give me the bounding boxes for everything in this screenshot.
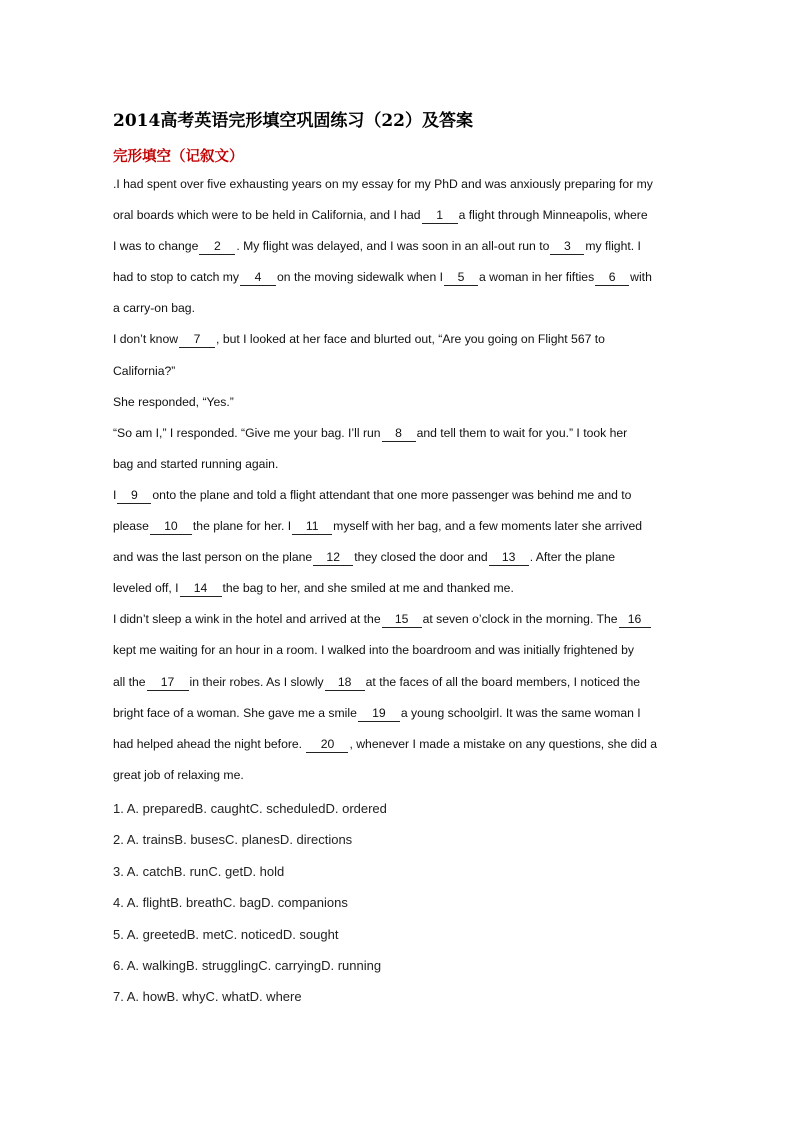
passage-text: I bbox=[113, 487, 117, 502]
passage-text: I don’t know bbox=[113, 332, 179, 347]
passage-text: they closed the door and bbox=[354, 550, 488, 565]
blank-15: 15 bbox=[382, 612, 422, 628]
passage-text: , whenever I made a mistake on any questions, she did a bbox=[349, 736, 658, 751]
blank-16: 16 bbox=[619, 612, 651, 628]
passage-line bbox=[113, 200, 693, 231]
passage-text: oral boards which were to be held in California, and I had bbox=[113, 208, 421, 223]
passage-line bbox=[113, 387, 693, 418]
option-row-2: 2. A. trainsB. busesC. planesD. directions bbox=[113, 832, 353, 848]
passage-text: had helped ahead the night before. bbox=[113, 736, 303, 751]
blank-3: 3 bbox=[550, 239, 584, 255]
passage-line bbox=[113, 667, 693, 698]
passage-text: . My flight was delayed, and I was soon in an all-out run to bbox=[236, 239, 550, 254]
passage-text: a flight through Minneapolis, where bbox=[458, 208, 648, 223]
passage-text: kept me waiting for an hour in a room. I walked into the boardroom and was initially frightened by bbox=[113, 643, 634, 658]
passage-text: the plane for her. I bbox=[192, 519, 292, 534]
blank-14: 14 bbox=[180, 581, 222, 597]
blank-8: 8 bbox=[382, 426, 416, 442]
blank-19: 19 bbox=[358, 706, 400, 722]
passage-text: the bag to her, and she smiled at me and thanked me. bbox=[222, 581, 514, 596]
passage-text: a carry-on bag. bbox=[113, 301, 195, 316]
blank-13: 13 bbox=[489, 550, 529, 566]
blank-4: 4 bbox=[240, 270, 276, 286]
passage-line bbox=[113, 511, 693, 542]
option-row-3: 3. A. catchB. runC. getD. hold bbox=[113, 863, 285, 879]
passage-text: had to stop to catch my bbox=[113, 270, 240, 285]
blank-7: 7 bbox=[179, 332, 215, 348]
passage-text: my flight. I bbox=[585, 239, 641, 254]
passage-line bbox=[113, 729, 693, 760]
passage-line bbox=[113, 418, 693, 449]
blank-12: 12 bbox=[313, 550, 353, 566]
passage-text: myself with her bag, and a few moments later she arrived bbox=[333, 519, 643, 534]
passage-text: I didn’t sleep a wink in the hotel and arrived at the bbox=[113, 612, 381, 627]
passage-text: at the faces of all the board members, I noticed the bbox=[365, 674, 641, 689]
passage-text: all the bbox=[113, 674, 146, 689]
blank-11: 11 bbox=[292, 519, 332, 535]
passage-text: , but I looked at her face and blurted out, “Are you going on Flight 567 to bbox=[216, 332, 605, 347]
blank-6: 6 bbox=[595, 270, 629, 286]
passage-text: California?” bbox=[113, 363, 176, 378]
passage-line bbox=[113, 356, 693, 387]
section-subtitle: 完形填空（记叙文） bbox=[113, 149, 244, 165]
passage-line bbox=[113, 449, 693, 480]
passage-text: at seven o’clock in the morning. The bbox=[422, 612, 618, 627]
blank-10: 10 bbox=[150, 519, 192, 535]
passage-text: bag and started running again. bbox=[113, 456, 279, 471]
passage-text: a woman in her fifties bbox=[479, 270, 595, 285]
passage-text: I was to change bbox=[113, 239, 199, 254]
passage-text: please bbox=[113, 519, 149, 534]
passage-text: in their robes. As I slowly bbox=[189, 674, 324, 689]
blank-1: 1 bbox=[422, 208, 458, 224]
passage-text: “So am I,” I responded. “Give me your bag. I’ll run bbox=[113, 425, 381, 440]
passage-line bbox=[113, 293, 693, 324]
passage-text: leveled off, I bbox=[113, 581, 179, 596]
passage-line bbox=[113, 169, 693, 200]
option-row-5: 5. A. greetedB. metC. noticedD. sought bbox=[113, 926, 339, 942]
option-row-7: 7. A. howB. whyC. whatD. where bbox=[113, 989, 302, 1005]
blank-20: 20 bbox=[306, 737, 348, 753]
passage-line bbox=[113, 324, 693, 355]
blank-2: 2 bbox=[199, 239, 235, 255]
passage-text: bright face of a woman. She gave me a smile bbox=[113, 705, 357, 720]
passage-line bbox=[113, 573, 693, 604]
cloze-passage bbox=[113, 169, 693, 791]
passage-line bbox=[113, 480, 693, 511]
passage-text: with bbox=[630, 270, 652, 285]
blank-9: 9 bbox=[117, 488, 151, 504]
option-row-6: 6. A. walkingB. strugglingC. carryingD. running bbox=[113, 957, 382, 973]
blank-17: 17 bbox=[147, 675, 189, 691]
option-row-1: 1. A. preparedB. caughtC. scheduledD. ordered bbox=[113, 801, 387, 816]
answer-options bbox=[113, 796, 387, 1016]
passage-line bbox=[113, 262, 693, 293]
option-row-4: 4. A. flightB. breathC. bagD. companions bbox=[113, 895, 348, 911]
passage-text: onto the plane and told a flight attendant that one more passenger was behind me and to bbox=[152, 487, 632, 502]
passage-line bbox=[113, 760, 693, 791]
passage-text: and tell them to wait for you.” I took her bbox=[416, 425, 628, 440]
passage-text: She responded, “Yes.” bbox=[113, 394, 234, 409]
passage-text: on the moving sidewalk when I bbox=[277, 270, 443, 285]
passage-line bbox=[113, 635, 693, 666]
passage-line bbox=[113, 604, 693, 635]
passage-text: great job of relaxing me. bbox=[113, 767, 244, 782]
passage-line bbox=[113, 698, 693, 729]
passage-text: and was the last person on the plane bbox=[113, 550, 313, 565]
blank-5: 5 bbox=[444, 270, 478, 286]
passage-text: . After the plane bbox=[529, 550, 616, 565]
passage-text: a young schoolgirl. It was the same woman I bbox=[400, 705, 641, 720]
passage-line bbox=[113, 231, 693, 262]
page-title: 2014高考英语完形填空巩固练习（22）及答案 bbox=[113, 111, 473, 131]
passage-line bbox=[113, 542, 693, 573]
blank-18: 18 bbox=[325, 675, 365, 691]
passage-text: .I had spent over five exhausting years on my essay for my PhD and was anxiously preparing for my bbox=[113, 177, 653, 191]
